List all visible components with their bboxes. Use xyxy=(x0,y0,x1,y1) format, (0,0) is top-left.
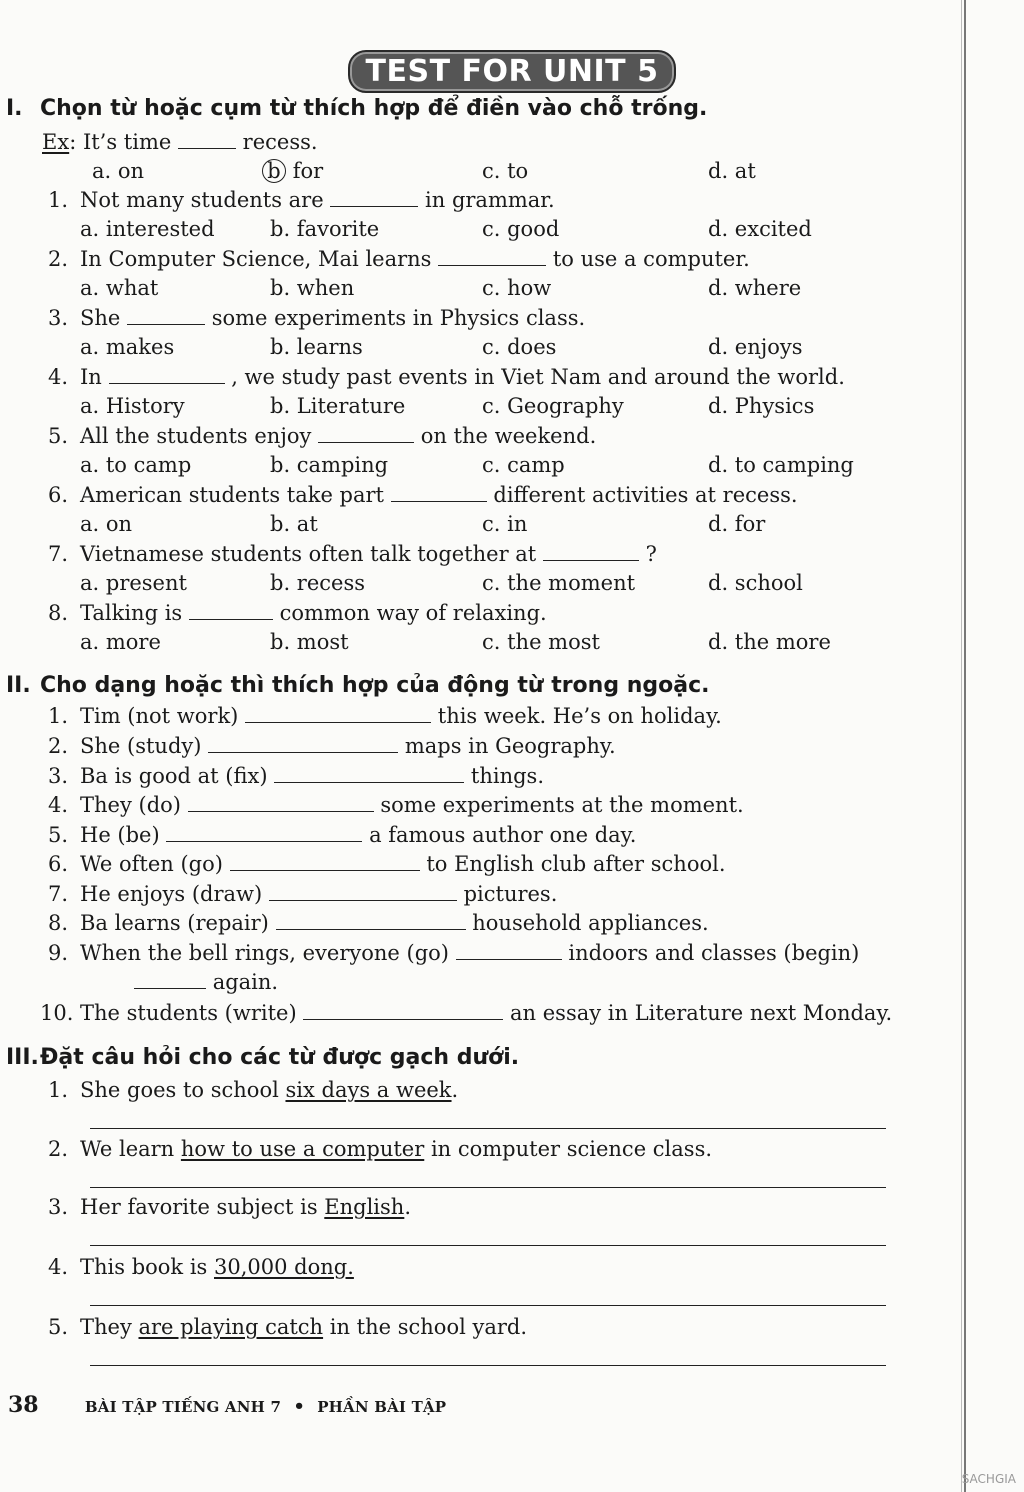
question-number: 6. xyxy=(47,483,68,507)
question-text xyxy=(80,764,544,788)
question-text xyxy=(80,793,744,817)
answer-blank xyxy=(245,704,431,723)
mc-question xyxy=(0,483,1000,511)
option-a: a. makes xyxy=(80,335,175,359)
answer-blank xyxy=(276,911,466,930)
option-a: a. present xyxy=(80,571,187,595)
question-text-before: She (study) xyxy=(80,734,202,758)
answer-blank xyxy=(318,424,414,443)
question-text-before: Vietnamese students often talk together at xyxy=(80,542,537,566)
sentence-after: in the school yard. xyxy=(323,1315,528,1339)
question-text-before: In Computer Science, Mai learns xyxy=(80,247,432,271)
question-text-before: Tim (not work) xyxy=(80,704,239,728)
mc-question xyxy=(0,365,1000,393)
test-title-badge: TEST FOR UNIT 5 xyxy=(348,50,677,93)
footer-separator: • xyxy=(293,1396,305,1417)
option-b: b. recess xyxy=(270,571,366,595)
verb-question xyxy=(0,911,1000,939)
question-number: 5. xyxy=(47,823,68,847)
verb-question xyxy=(0,704,1000,732)
verb-question xyxy=(0,764,1000,792)
question-writing-item xyxy=(0,1078,1000,1106)
answer-blank xyxy=(127,306,205,325)
page-number: 38 xyxy=(8,1392,39,1418)
answer-line xyxy=(90,1365,886,1366)
question-text-after: things. xyxy=(470,764,544,788)
answer-blank xyxy=(438,247,546,266)
question-text xyxy=(80,601,547,625)
example-label: Ex xyxy=(42,130,70,154)
question-text-after: to English club after school. xyxy=(426,852,726,876)
question-number: 4. xyxy=(47,1255,68,1279)
question-text-before: Ba is good at (fix) xyxy=(80,764,268,788)
mc-question xyxy=(0,188,1000,216)
question-text xyxy=(80,704,722,728)
answer-blank xyxy=(109,365,225,384)
question-number: 4. xyxy=(47,365,68,389)
question-text xyxy=(80,247,750,271)
section-3-title: Đặt câu hỏi cho các từ được gạch dưới. xyxy=(40,1045,520,1070)
question-text-after: some experiments at the moment. xyxy=(380,793,744,817)
option-c: c. the moment xyxy=(482,571,636,595)
question-text xyxy=(80,911,709,935)
question-number: 3. xyxy=(47,1195,68,1219)
question-text xyxy=(80,734,616,758)
option-a: a. more xyxy=(80,630,161,654)
option-d: d. the more xyxy=(708,630,831,654)
answer-blank xyxy=(166,823,362,842)
question-text-after: , we study past events in Viet Nam and around the world. xyxy=(231,365,845,389)
option-b: b. at xyxy=(270,512,318,536)
question-number: 2. xyxy=(47,734,68,758)
question-writing-item xyxy=(0,1195,1000,1223)
question-number: 10. xyxy=(40,1001,74,1025)
sentence-before: We learn xyxy=(80,1137,181,1161)
question-number: 8. xyxy=(47,911,68,935)
question-text-after: household appliances. xyxy=(472,911,709,935)
option-b: b. Literature xyxy=(270,394,406,418)
question-text xyxy=(80,882,557,906)
option-d: d. to camping xyxy=(708,453,854,477)
question-number: 1. xyxy=(47,188,68,212)
answer-blank xyxy=(303,1001,503,1020)
option-c: c. does xyxy=(482,335,557,359)
question-number: 7. xyxy=(47,882,68,906)
question-text-after: a famous author one day. xyxy=(369,823,637,847)
example-option-b xyxy=(262,159,323,183)
option-b: b. when xyxy=(270,276,355,300)
question-text-after: to use a computer. xyxy=(552,247,750,271)
section-1-number: I. xyxy=(6,96,23,121)
question-number: 1. xyxy=(47,1078,68,1102)
answer-blank xyxy=(274,764,464,783)
answer-line xyxy=(90,1128,886,1129)
option-c: c. the most xyxy=(482,630,600,654)
question-text-after: an essay in Literature next Monday. xyxy=(510,1001,893,1025)
question-text-before: She xyxy=(80,306,121,330)
answer-blank xyxy=(230,852,420,871)
question-number: 5. xyxy=(47,1315,68,1339)
example-text-after: recess. xyxy=(242,130,318,154)
question-text-before: He enjoys (draw) xyxy=(80,882,263,906)
question-number: 1. xyxy=(47,704,68,728)
example-question xyxy=(42,130,318,154)
option-a: a. interested xyxy=(80,217,215,241)
answer-blank xyxy=(269,882,457,901)
section-2-heading xyxy=(6,673,710,698)
question-text xyxy=(80,1315,527,1339)
answer-blank xyxy=(134,970,206,989)
sentence-before: They xyxy=(80,1315,139,1339)
example-blank xyxy=(178,130,236,149)
question-text-after: common way of relaxing. xyxy=(279,601,547,625)
question-number: 3. xyxy=(47,306,68,330)
option-c: c. good xyxy=(482,217,560,241)
option-c: c. in xyxy=(482,512,528,536)
option-a: a. what xyxy=(80,276,159,300)
example-text-before: : It’s time xyxy=(69,130,172,154)
option-c: c. camp xyxy=(482,453,565,477)
question-number: 7. xyxy=(47,542,68,566)
answer-line xyxy=(90,1187,886,1188)
question-text xyxy=(80,823,636,847)
title-wrap xyxy=(0,50,1024,93)
verb-question xyxy=(0,882,1000,910)
underlined-phrase: 30,000 dong. xyxy=(214,1255,354,1279)
question-text-before: When the bell rings, everyone (go) xyxy=(80,941,449,965)
question-text-after: on the weekend. xyxy=(420,424,597,448)
sentence-after: . xyxy=(451,1078,459,1102)
question-text xyxy=(80,941,859,965)
question-text-before: Talking is xyxy=(80,601,183,625)
underlined-phrase: English xyxy=(324,1195,405,1219)
watermark-logo: SACHGIA xyxy=(961,1472,1016,1486)
question-number: 6. xyxy=(47,852,68,876)
verb-question xyxy=(0,823,1000,851)
section-1-title: Chọn từ hoặc cụm từ thích hợp để điền vào chỗ trống. xyxy=(40,96,708,121)
option-b: b. learns xyxy=(270,335,363,359)
question-text-after: pictures. xyxy=(463,882,558,906)
answer-blank xyxy=(208,734,398,753)
example-option-d: d. at xyxy=(708,159,756,183)
answer-line xyxy=(90,1305,886,1306)
sentence-before: She goes to school xyxy=(80,1078,286,1102)
question-text xyxy=(80,1195,411,1219)
answer-blank xyxy=(391,483,487,502)
book-title: BÀI TẬP TIẾNG ANH 7 xyxy=(84,1398,282,1416)
question-writing-item xyxy=(0,1137,1000,1165)
question-text xyxy=(80,188,555,212)
question-text-before: They (do) xyxy=(80,793,181,817)
option-c: c. how xyxy=(482,276,552,300)
underlined-phrase: six days a week xyxy=(285,1078,452,1102)
question-text-after: in grammar. xyxy=(425,188,555,212)
question-number: 2. xyxy=(47,1137,68,1161)
verb-question-continuation xyxy=(134,970,278,994)
question-text-after: ? xyxy=(645,542,657,566)
question-text xyxy=(80,542,657,566)
mc-question xyxy=(0,306,1000,334)
mc-question xyxy=(0,247,1000,275)
question-text-before: He (be) xyxy=(80,823,160,847)
question-text-after: some experiments in Physics class. xyxy=(211,306,586,330)
question-number: 8. xyxy=(47,601,68,625)
section-2-title: Cho dạng hoặc thì thích hợp của động từ trong ngoặc. xyxy=(40,673,710,698)
question-text-before: We often (go) xyxy=(80,852,223,876)
option-a: a. to camp xyxy=(80,453,192,477)
underlined-phrase: are playing catch xyxy=(138,1315,324,1339)
question-text-after: again. xyxy=(212,970,279,994)
question-number: 2. xyxy=(47,247,68,271)
question-text xyxy=(80,365,845,389)
sentence-before: Her favorite subject is xyxy=(80,1195,325,1219)
answer-blank xyxy=(188,793,374,812)
question-text-before: All the students enjoy xyxy=(80,424,312,448)
question-text xyxy=(80,1001,892,1025)
mc-question xyxy=(0,542,1000,570)
question-text-before: In xyxy=(80,365,102,389)
option-d: d. where xyxy=(708,276,802,300)
sentence-after: . xyxy=(404,1195,412,1219)
verb-question xyxy=(0,1001,1000,1029)
book-part: PHẦN BÀI TẬP xyxy=(317,1398,447,1416)
question-number: 4. xyxy=(47,793,68,817)
section-3-heading xyxy=(6,1045,519,1070)
option-b: b. most xyxy=(270,630,349,654)
question-text xyxy=(80,1255,354,1279)
question-text xyxy=(80,1137,712,1161)
question-number: 5. xyxy=(47,424,68,448)
option-d: d. excited xyxy=(708,217,812,241)
example-option-a: a. on xyxy=(92,159,145,183)
question-text-after: maps in Geography. xyxy=(404,734,616,758)
option-a: a. on xyxy=(80,512,133,536)
option-a: a. History xyxy=(80,394,185,418)
question-text xyxy=(80,483,798,507)
option-c: c. Geography xyxy=(482,394,624,418)
mc-question xyxy=(0,424,1000,452)
option-b: b. camping xyxy=(270,453,389,477)
verb-question xyxy=(0,852,1000,880)
verb-question xyxy=(0,793,1000,821)
section-2-number: II. xyxy=(6,673,31,698)
question-text xyxy=(80,424,596,448)
section-3-number: III. xyxy=(6,1045,39,1070)
verb-question xyxy=(0,941,1000,969)
example-option-b-text: for xyxy=(292,159,324,183)
option-d: d. enjoys xyxy=(708,335,803,359)
question-writing-item xyxy=(0,1315,1000,1343)
verb-question xyxy=(0,734,1000,762)
question-text-before: Ba learns (repair) xyxy=(80,911,269,935)
answer-line xyxy=(90,1245,886,1246)
answer-blank xyxy=(330,188,418,207)
question-text-after: indoors and classes (begin) xyxy=(568,941,860,965)
question-text xyxy=(80,306,585,330)
question-text xyxy=(80,852,726,876)
question-number: 3. xyxy=(47,764,68,788)
sentence-after: in computer science class. xyxy=(424,1137,713,1161)
option-b: b. favorite xyxy=(270,217,380,241)
example-circled-answer: b xyxy=(262,159,286,183)
question-text-after: this week. He’s on holiday. xyxy=(437,704,722,728)
section-1-heading xyxy=(6,96,707,121)
example-option-c: c. to xyxy=(482,159,529,183)
mc-question xyxy=(0,601,1000,629)
answer-blank xyxy=(456,941,562,960)
question-text-after: different activities at recess. xyxy=(493,483,798,507)
sentence-before: This book is xyxy=(80,1255,214,1279)
option-d: d. school xyxy=(708,571,803,595)
question-text xyxy=(80,1078,458,1102)
option-d: d. for xyxy=(708,512,766,536)
question-text-before: American students take part xyxy=(80,483,384,507)
question-number: 9. xyxy=(47,941,68,965)
underlined-phrase: how to use a computer xyxy=(180,1137,425,1161)
answer-blank xyxy=(543,542,639,561)
question-text-before: The students (write) xyxy=(80,1001,297,1025)
option-d: d. Physics xyxy=(708,394,815,418)
answer-blank xyxy=(189,601,273,620)
question-writing-item xyxy=(0,1255,1000,1283)
question-text-before: Not many students are xyxy=(80,188,324,212)
page-footer xyxy=(8,1392,446,1418)
